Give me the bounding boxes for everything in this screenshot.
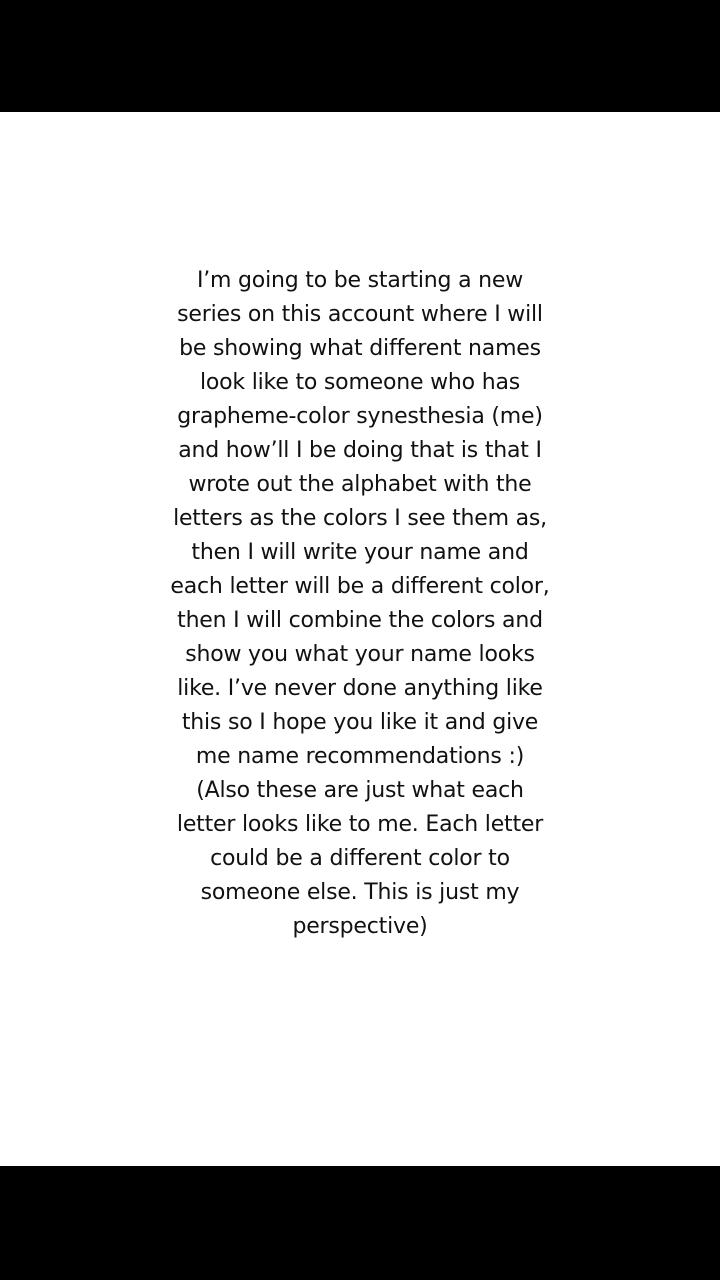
post-text-line: me name recommendations :): [195, 744, 525, 769]
post-text-line: then I will write your name and: [191, 540, 529, 565]
post-text-line: this so I hope you like it and give: [181, 710, 539, 735]
post-text-line: letters as the colors I see them as,: [173, 506, 547, 531]
post-text: [0, 264, 720, 944]
post-text-line: perspective): [292, 914, 428, 939]
post-text-line: I’m going to be starting a new: [196, 268, 524, 293]
post-text-line: and how’ll I be doing that is that I: [178, 438, 542, 463]
post-text-line: could be a different color to: [210, 846, 510, 871]
post-text-line: wrote out the alphabet with the: [188, 472, 532, 497]
post-text-line: look like to someone who has: [199, 370, 521, 395]
post-text-line: series on this account where I will: [177, 302, 543, 327]
post-text-line: grapheme-color synesthesia (me): [177, 404, 543, 429]
post-text-line: show you what your name looks: [185, 642, 535, 667]
post-text-line: be showing what different names: [179, 336, 541, 361]
post-text-line: someone else. This is just my: [200, 880, 520, 905]
post-text-line: each letter will be a different color,: [170, 574, 550, 599]
text-post-canvas: [0, 112, 720, 1166]
post-text-line: like. I’ve never done anything like: [177, 676, 543, 701]
post-text-line: (Also these are just what each: [196, 778, 524, 803]
bottom-letterbox-bar: [0, 1166, 720, 1280]
post-text-line: then I will combine the colors and: [177, 608, 543, 633]
post-text-line: letter looks like to me. Each letter: [176, 812, 544, 837]
top-letterbox-bar: [0, 0, 720, 112]
